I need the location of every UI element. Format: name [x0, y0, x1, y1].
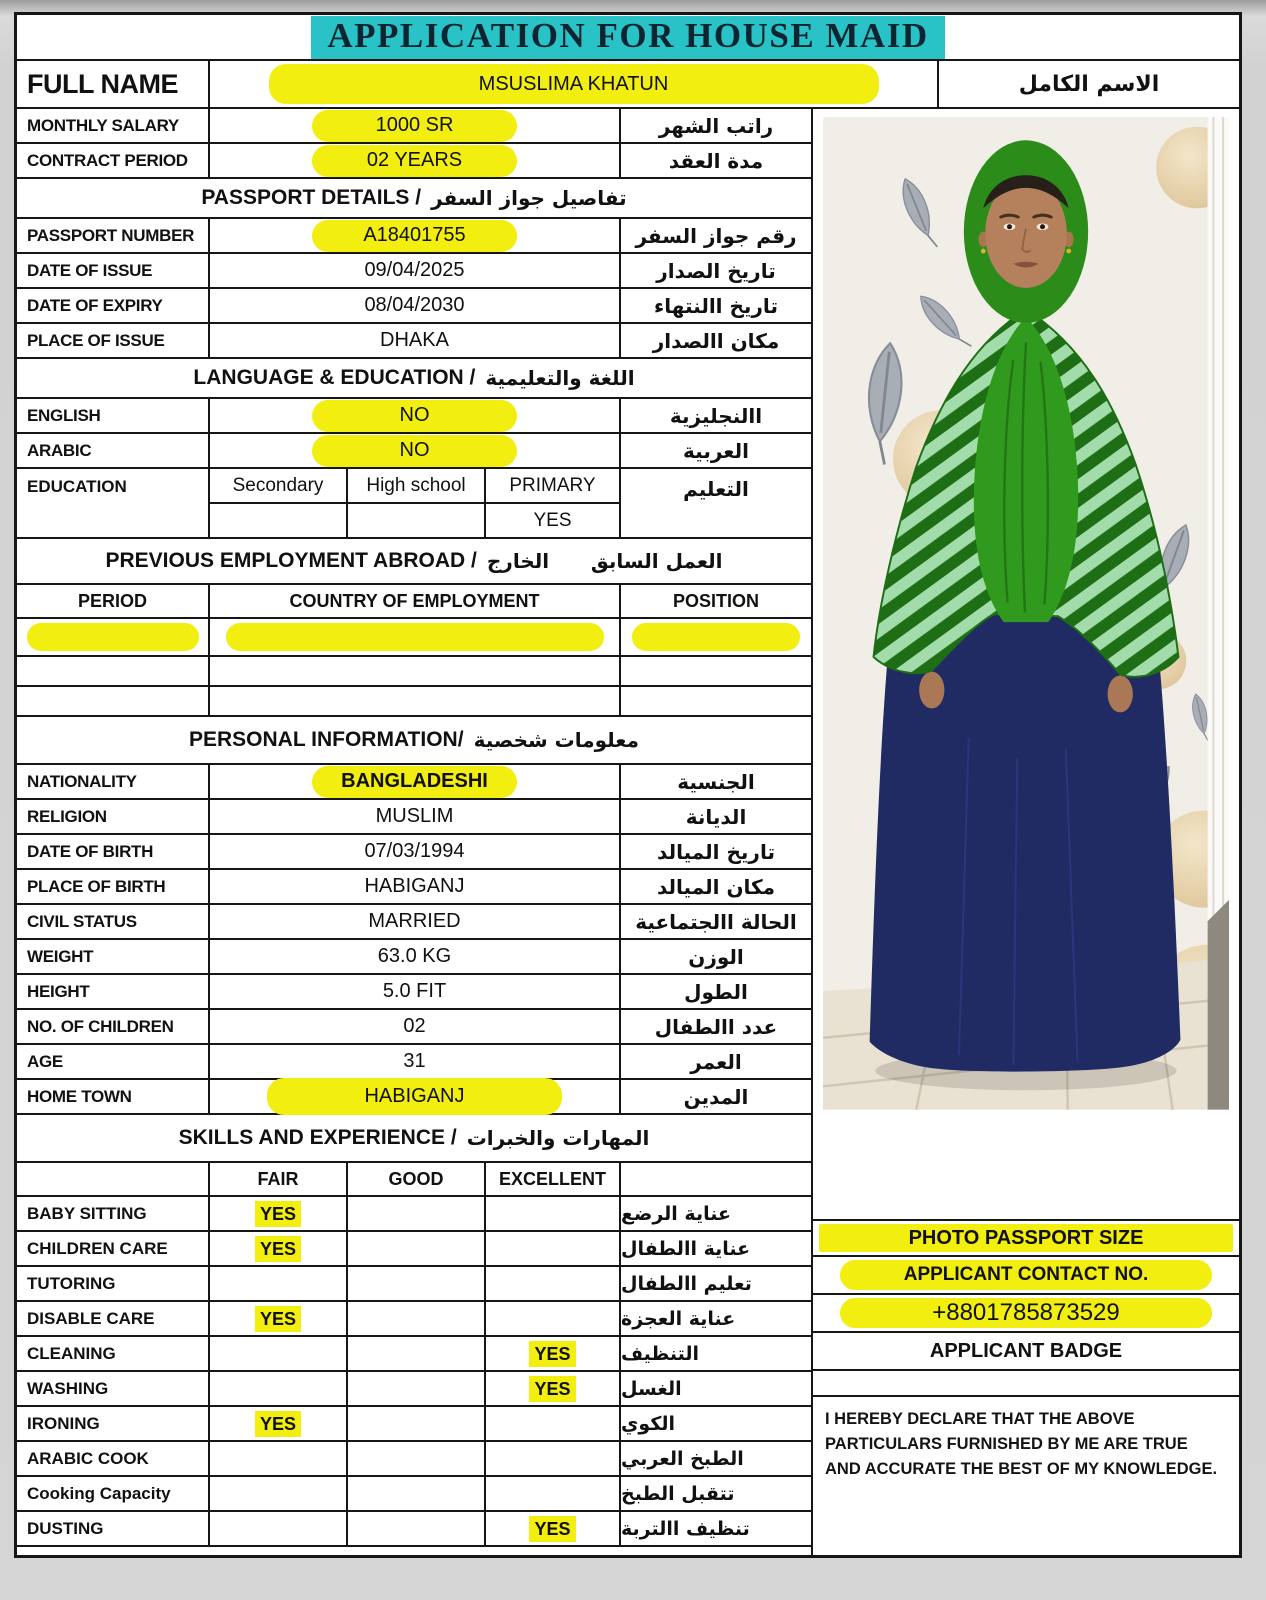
field-value-text: 02 [403, 1015, 426, 1037]
form-field-row [17, 1010, 811, 1045]
field-label-arabic: المدين [683, 1084, 749, 1109]
applicant-badge-label: APPLICANT BADGE [813, 1331, 1239, 1369]
skill-label-arabic: عناية العجزة [621, 1307, 736, 1330]
section-heading-passport-details [17, 179, 811, 219]
skill-excellent-value: YES [529, 1376, 575, 1402]
skills-header-arabic-blank [621, 1163, 811, 1195]
field-value-text: NO [399, 439, 430, 461]
field-value-text: MUSLIM [375, 805, 454, 827]
field-value-text: BANGLADESHI [341, 770, 488, 792]
skill-excellent-cell [486, 1302, 621, 1335]
skill-label: Cooking Capacity [17, 1477, 210, 1510]
field-value-highlight [364, 875, 464, 898]
field-value-cell [210, 219, 621, 252]
skills-header-blank [17, 1163, 210, 1195]
skill-fair-value: YES [255, 1236, 301, 1262]
skill-label: DISABLE CARE [17, 1302, 210, 1335]
field-value-highlight [267, 1078, 562, 1115]
full-name-label: FULL NAME [17, 61, 210, 107]
field-label-arabic: تاريخ االنتهاء [654, 293, 778, 318]
skill-fair-value: YES [255, 1201, 301, 1227]
skill-fair-cell [210, 1267, 348, 1300]
skills-header-excellent: EXCELLENT [486, 1163, 621, 1195]
field-label: DATE OF EXPIRY [17, 289, 210, 322]
skill-excellent-value: YES [529, 1516, 575, 1542]
field-value-text: HABIGANJ [364, 875, 465, 897]
field-value-cell [210, 905, 621, 938]
applicant-photo-illustration [823, 117, 1229, 1110]
form-right-column [811, 109, 1239, 1555]
form-body [17, 109, 1239, 1555]
field-value-text: 1000 SR [375, 114, 454, 136]
field-value-highlight [312, 110, 517, 142]
employment-header-position: POSITION [672, 590, 759, 611]
skill-good-cell [348, 1232, 486, 1265]
field-value-highlight [364, 840, 464, 863]
skill-fair-cell [210, 1337, 348, 1370]
skill-label-arabic: الطبخ العربي [621, 1447, 744, 1470]
full-name-highlight [269, 64, 879, 104]
field-label-arabic: مدة العقد [668, 148, 764, 173]
title-row [17, 15, 1239, 61]
skill-excellent-cell [486, 1442, 621, 1475]
skill-good-cell [348, 1372, 486, 1405]
field-value-cell [210, 940, 621, 973]
form-left-column [17, 109, 811, 1555]
field-label: DATE OF ISSUE [17, 254, 210, 287]
field-value-cell [210, 324, 621, 357]
field-value-cell [210, 254, 621, 287]
field-value-text: NO [399, 404, 430, 426]
field-label: NO. OF CHILDREN [17, 1010, 210, 1043]
employment-period-highlight [27, 657, 199, 685]
employment-period-cell [17, 687, 210, 715]
skill-good-cell [348, 1267, 486, 1300]
employment-header-country: COUNTRY OF EMPLOYMENT [210, 585, 621, 617]
section-heading-arabic: اللغة والتعليمية [485, 366, 635, 390]
field-value-cell [210, 144, 621, 177]
form-field-row [17, 800, 811, 835]
field-label-arabic: الجنسية [677, 769, 755, 794]
field-value-cell [210, 835, 621, 868]
field-label: HOME TOWN [17, 1080, 210, 1113]
field-value-highlight [312, 435, 517, 467]
field-label: HEIGHT [17, 975, 210, 1008]
field-label: WEIGHT [17, 940, 210, 973]
employment-position-highlight [632, 687, 800, 715]
skill-label: BABY SITTING [17, 1197, 210, 1230]
skill-label-arabic: تنظيف االتربة [621, 1517, 750, 1540]
field-value-highlight [364, 259, 464, 282]
skill-label-arabic: تعليم االطفال [621, 1272, 752, 1295]
field-value-highlight [312, 220, 517, 252]
education-label-arabic: التعليم [683, 477, 749, 501]
skill-row [17, 1267, 811, 1302]
field-label-arabic: رقم جواز السفر [635, 223, 797, 248]
applicant-contact-row [813, 1255, 1239, 1293]
skills-rows [17, 1197, 811, 1547]
applicant-photo [813, 109, 1239, 1219]
form-field-row [17, 1080, 811, 1115]
skill-fair-cell [210, 1512, 348, 1545]
skill-good-cell [348, 1512, 486, 1545]
skill-row [17, 1197, 811, 1232]
field-label: MONTHLY SALARY [17, 109, 210, 142]
field-value-cell [210, 1080, 621, 1113]
field-label: PLACE OF BIRTH [17, 870, 210, 903]
form-field-row [17, 940, 811, 975]
skill-good-cell [348, 1337, 486, 1370]
skill-good-cell [348, 1407, 486, 1440]
field-value-cell [210, 975, 621, 1008]
skill-excellent-cell [486, 1267, 621, 1300]
employment-row [17, 687, 811, 717]
form-field-row [17, 870, 811, 905]
education-option-primary: PRIMARY [509, 474, 596, 496]
skill-row [17, 1302, 811, 1337]
full-name-label-arabic: الاسم الكامل [1018, 71, 1160, 97]
field-label-arabic: تاريخ الصدار [656, 258, 776, 283]
field-label: ARABIC [17, 434, 210, 467]
employment-position-cell [621, 657, 811, 685]
field-label: AGE [17, 1045, 210, 1078]
field-value-highlight [312, 400, 517, 432]
form-field-row [17, 324, 811, 359]
skill-fair-cell [210, 1232, 348, 1265]
form-field-row [17, 254, 811, 289]
education-options [210, 469, 621, 537]
education-label: EDUCATION [17, 469, 210, 537]
employment-country-highlight [226, 657, 604, 685]
employment-country-cell [210, 687, 621, 715]
skill-good-cell [348, 1477, 486, 1510]
field-value-highlight [368, 910, 460, 933]
full-name-value: MSUSLIMA KHATUN [478, 72, 669, 95]
section-heading-text: PERSONAL INFORMATION/ [189, 728, 464, 751]
skill-label-arabic: عناية االطفال [621, 1237, 751, 1260]
skill-fair-cell [210, 1477, 348, 1510]
declaration-text: I HEREBY DECLARE THAT THE ABOVE PARTICULARS FURNISHED BY ME ARE TRUE AND ACCURATE THE BEST OF MY KNOWLEDGE. [813, 1395, 1239, 1555]
field-value-cell [210, 1010, 621, 1043]
skill-excellent-cell [486, 1407, 621, 1440]
skill-good-cell [348, 1302, 486, 1335]
field-label-arabic: عدد االطفال [654, 1014, 778, 1039]
section-heading-skills-experience [17, 1115, 811, 1163]
section-heading-text: PASSPORT DETAILS / [201, 186, 422, 209]
skill-label: DUSTING [17, 1512, 210, 1545]
field-label: CONTRACT PERIOD [17, 144, 210, 177]
skills-header-row [17, 1163, 811, 1197]
field-label-arabic: مكان الميالد [656, 874, 776, 899]
field-label-arabic: الوزن [688, 944, 744, 969]
form-field-row [17, 765, 811, 800]
section-heading-arabic: تفاصيل جواز السفر [431, 186, 627, 210]
form-field-row [17, 975, 811, 1010]
skill-fair-value: YES [255, 1306, 301, 1332]
form-field-row [17, 399, 811, 434]
field-value-highlight [380, 329, 449, 352]
employment-position-cell [621, 619, 811, 655]
section-heading-arabic: العمل السابق الخارج [486, 549, 723, 573]
employment-row [17, 657, 811, 687]
field-label-arabic: راتب الشهر [658, 113, 774, 138]
field-label-arabic: االنجليزية [669, 403, 763, 428]
employment-header-period: PERIOD [17, 585, 210, 617]
field-value-cell [210, 800, 621, 833]
skill-label-arabic: تتقبل الطبخ [621, 1482, 735, 1505]
skill-row [17, 1232, 811, 1267]
field-label-arabic: العربية [683, 438, 749, 463]
employment-country-cell [210, 619, 621, 655]
form-field-row [17, 289, 811, 324]
language-rows [17, 399, 811, 469]
employment-rows [17, 619, 811, 717]
skill-row [17, 1372, 811, 1407]
skill-fair-cell [210, 1197, 348, 1230]
photo-passport-size-row [813, 1219, 1239, 1255]
employment-country-cell [210, 657, 621, 685]
full-name-value-cell [210, 61, 939, 107]
field-label-arabic: العمر [690, 1049, 742, 1074]
education-option-highschool: High school [348, 469, 486, 502]
skill-label: CHILDREN CARE [17, 1232, 210, 1265]
field-value-cell [210, 765, 621, 798]
skill-excellent-value: YES [529, 1341, 575, 1367]
education-row [17, 469, 811, 539]
form-field-row [17, 109, 811, 144]
field-value-cell [210, 1045, 621, 1078]
field-value-text: 07/03/1994 [364, 840, 465, 862]
skill-row [17, 1337, 811, 1372]
skill-excellent-cell [486, 1372, 621, 1405]
field-value-highlight [383, 980, 446, 1003]
section-heading-previous-employment [17, 539, 811, 585]
section-heading-text: LANGUAGE & EDUCATION / [193, 366, 476, 389]
field-label-arabic: الحالة االجتماعية [635, 909, 797, 934]
education-option-secondary: Secondary [210, 469, 348, 502]
section-heading-personal-information [17, 717, 811, 765]
employment-position-cell [621, 687, 811, 715]
section-heading-language-education [17, 359, 811, 399]
salary-contract-rows [17, 109, 811, 179]
applicant-contact-label: APPLICANT CONTACT NO. [840, 1260, 1212, 1290]
skill-fair-cell [210, 1302, 348, 1335]
field-value-text: 02 YEARS [366, 149, 463, 171]
field-label-arabic: مكان االصدار [652, 328, 780, 353]
education-answers-row [210, 502, 619, 537]
field-label: ENGLISH [17, 399, 210, 432]
form-field-row [17, 1045, 811, 1080]
contact-number: +8801785873529 [840, 1298, 1212, 1328]
skill-excellent-cell [486, 1232, 621, 1265]
employment-country-highlight [226, 687, 604, 715]
skill-fair-cell [210, 1407, 348, 1440]
field-label: NATIONALITY [17, 765, 210, 798]
employment-period-cell [17, 657, 210, 685]
employment-country-highlight [226, 623, 604, 651]
skills-header-good: GOOD [348, 1163, 486, 1195]
photo-passport-size-label: PHOTO PASSPORT SIZE [819, 1224, 1233, 1252]
field-value-cell [210, 289, 621, 322]
skill-row [17, 1512, 811, 1547]
skill-excellent-cell [486, 1197, 621, 1230]
section-heading-text: SKILLS AND EXPERIENCE / [178, 1126, 457, 1149]
field-value-highlight [312, 145, 517, 177]
education-options-row [210, 469, 619, 502]
skill-label-arabic: الغسل [621, 1377, 682, 1400]
skill-row [17, 1407, 811, 1442]
section-heading-text: PREVIOUS EMPLOYMENT ABROAD / [105, 549, 477, 572]
field-value-highlight [364, 294, 464, 317]
field-value-highlight [403, 1015, 425, 1038]
field-label: RELIGION [17, 800, 210, 833]
field-value-text: 31 [403, 1050, 426, 1072]
education-answer-primary: YES [533, 509, 572, 531]
field-value-text: A18401755 [363, 224, 466, 246]
form-field-row [17, 835, 811, 870]
field-label: DATE OF BIRTH [17, 835, 210, 868]
field-value-text: 09/04/2025 [364, 259, 465, 281]
skill-excellent-cell [486, 1512, 621, 1545]
skills-header-fair: FAIR [210, 1163, 348, 1195]
skill-good-cell [348, 1442, 486, 1475]
skill-fair-cell [210, 1372, 348, 1405]
employment-period-cell [17, 619, 210, 655]
form-field-row [17, 905, 811, 940]
skill-label-arabic: الكوي [621, 1412, 676, 1435]
section-heading-arabic: المهارات والخبرات [466, 1126, 650, 1150]
field-label-arabic: تاريخ الميالد [657, 839, 775, 864]
skill-fair-value: YES [255, 1411, 301, 1437]
employment-row [17, 619, 811, 657]
skill-label-arabic: التنظيف [621, 1342, 700, 1365]
contact-number-row [813, 1293, 1239, 1331]
field-label: CIVIL STATUS [17, 905, 210, 938]
skill-row [17, 1442, 811, 1477]
skill-excellent-cell [486, 1337, 621, 1370]
field-value-cell [210, 870, 621, 903]
field-label: PASSPORT NUMBER [17, 219, 210, 252]
field-value-text: 63.0 KG [377, 945, 452, 967]
employment-period-highlight [27, 623, 199, 651]
field-value-highlight [312, 766, 517, 798]
skill-label: IRONING [17, 1407, 210, 1440]
field-value-highlight [376, 805, 454, 828]
field-value-highlight [378, 945, 451, 968]
skill-label: TUTORING [17, 1267, 210, 1300]
passport-rows [17, 219, 811, 359]
field-label-arabic: الديانة [685, 804, 747, 829]
employment-period-highlight [27, 687, 199, 715]
field-label-arabic: الطول [684, 979, 748, 1004]
form-field-row [17, 219, 811, 254]
skill-label: ARABIC COOK [17, 1442, 210, 1475]
field-value-cell [210, 399, 621, 432]
form-field-row [17, 434, 811, 469]
full-name-row [17, 61, 1239, 109]
skill-label-arabic: عناية الرضع [621, 1202, 731, 1225]
personal-rows [17, 765, 811, 1115]
skill-label: WASHING [17, 1372, 210, 1405]
form-title: APPLICATION FOR HOUSE MAID [311, 16, 944, 59]
skill-excellent-cell [486, 1477, 621, 1510]
field-value-highlight [403, 1050, 425, 1073]
field-value-text: 5.0 FIT [382, 980, 447, 1002]
employment-position-highlight [632, 623, 800, 651]
employment-position-highlight [632, 657, 800, 685]
education-answer-highschool [348, 504, 486, 537]
skill-label: CLEANING [17, 1337, 210, 1370]
field-value-text: DHAKA [380, 329, 449, 351]
skill-row [17, 1477, 811, 1512]
employment-header-row [17, 585, 811, 619]
field-value-cell [210, 109, 621, 142]
education-answer-secondary [210, 504, 348, 537]
field-value-cell [210, 434, 621, 467]
field-value-text: MARRIED [368, 910, 461, 932]
skill-fair-cell [210, 1442, 348, 1475]
field-value-text: HABIGANJ [364, 1085, 465, 1107]
form-field-row [17, 144, 811, 179]
section-heading-arabic: معلومات شخصية [473, 728, 639, 752]
application-form [14, 12, 1242, 1558]
empty-cell [813, 1369, 1239, 1395]
skill-good-cell [348, 1197, 486, 1230]
field-value-text: 08/04/2030 [364, 294, 465, 316]
field-label: PLACE OF ISSUE [17, 324, 210, 357]
